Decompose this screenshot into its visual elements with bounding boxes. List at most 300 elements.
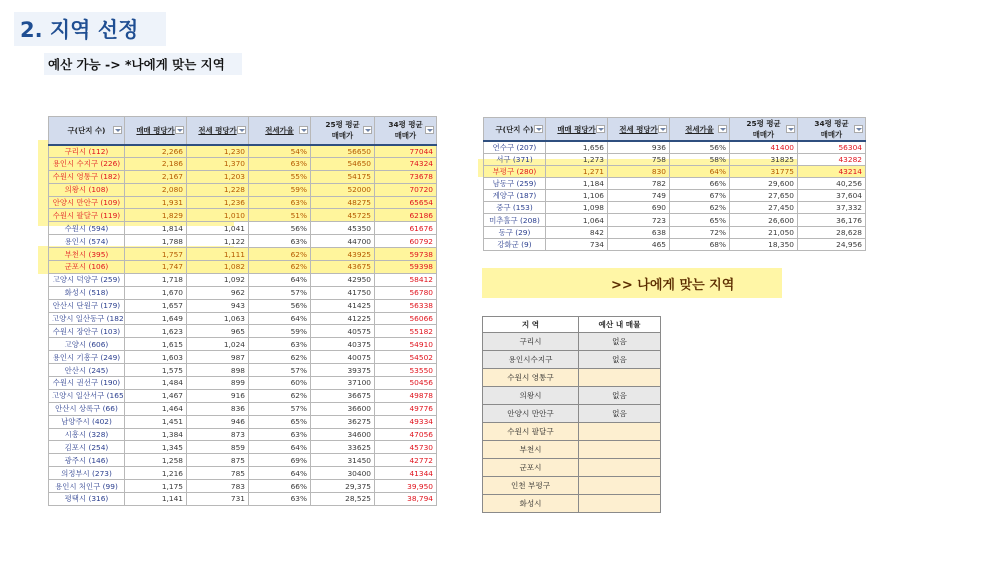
region-cell: 광주시 (146) <box>49 454 125 467</box>
column-header[interactable] <box>187 117 249 145</box>
table-row <box>49 248 437 261</box>
value-cell: 21,050 <box>730 226 798 238</box>
value-cell: 965 <box>187 325 249 338</box>
suitable-region-table <box>482 316 661 513</box>
value-cell: 1,203 <box>187 170 249 183</box>
value-cell: 56% <box>670 141 730 154</box>
region-row <box>483 369 661 387</box>
value-cell: 1,575 <box>125 364 187 377</box>
value-cell: 936 <box>608 141 670 154</box>
column-header-label: 매매 평당가 <box>557 124 596 134</box>
table-row <box>49 377 437 390</box>
region-cell: 고양시 덕양구 (259) <box>49 273 125 286</box>
table-row <box>49 338 437 351</box>
value-cell: 30400 <box>311 467 375 480</box>
value-cell: 56338 <box>375 299 437 312</box>
region-cell: 용인시 기흥구 (249) <box>49 351 125 364</box>
value-cell: 1,024 <box>187 338 249 351</box>
region-cell: 수원시 (594) <box>49 222 125 235</box>
value-cell: 62% <box>249 261 311 274</box>
region-cell: 중구 (153) <box>484 202 546 214</box>
filter-dropdown-icon[interactable] <box>534 125 543 133</box>
region-cell: 서구 (371) <box>484 154 546 166</box>
region-cell: 남양주시 (402) <box>49 415 125 428</box>
value-cell: 56650 <box>311 145 375 158</box>
value-cell: 59% <box>249 325 311 338</box>
value-cell: 43925 <box>311 248 375 261</box>
filter-dropdown-icon[interactable] <box>363 126 372 134</box>
value-cell: 56780 <box>375 286 437 299</box>
filter-dropdown-icon[interactable] <box>175 126 184 134</box>
value-cell: 859 <box>187 441 249 454</box>
value-cell: 465 <box>608 238 670 250</box>
value-cell: 62% <box>249 389 311 402</box>
region-cell: 수원시 팔달구 (119) <box>49 209 125 222</box>
value-cell: 1,098 <box>546 202 608 214</box>
value-cell: 43282 <box>798 154 866 166</box>
value-cell: 42772 <box>375 454 437 467</box>
column-header[interactable] <box>249 117 311 145</box>
value-cell: 60% <box>249 377 311 390</box>
value-cell: 946 <box>187 415 249 428</box>
listing-status-cell: 없음 <box>579 405 661 423</box>
value-cell: 1,041 <box>187 222 249 235</box>
value-cell: 1,258 <box>125 454 187 467</box>
value-cell: 1,063 <box>187 312 249 325</box>
value-cell: 1,184 <box>546 178 608 190</box>
value-cell: 1,747 <box>125 261 187 274</box>
region-cell: 안산시 단원구 (179) <box>49 299 125 312</box>
table-row <box>49 415 437 428</box>
value-cell: 54175 <box>311 170 375 183</box>
table-row <box>49 441 437 454</box>
value-cell: 53550 <box>375 364 437 377</box>
table-row <box>49 286 437 299</box>
table-row <box>49 325 437 338</box>
value-cell: 58412 <box>375 273 437 286</box>
region-cell: 화성시 (518) <box>49 286 125 299</box>
region-cell: 김포시 (254) <box>49 441 125 454</box>
value-cell: 63% <box>249 428 311 441</box>
column-header[interactable] <box>49 117 125 145</box>
listing-status-cell: 없음 <box>579 351 661 369</box>
table-row <box>484 226 866 238</box>
region-cell: 용인시 (574) <box>49 235 125 248</box>
region-name-cell: 인천 부평구 <box>483 477 579 495</box>
value-cell: 63% <box>249 493 311 506</box>
value-cell: 43675 <box>311 261 375 274</box>
region-cell: 강화군 (9) <box>484 238 546 250</box>
value-cell: 31450 <box>311 454 375 467</box>
value-cell: 56304 <box>798 141 866 154</box>
value-cell: 67% <box>670 190 730 202</box>
region-name-cell: 수원시 영통구 <box>483 369 579 387</box>
region-cell: 미추홀구 (208) <box>484 214 546 226</box>
value-cell: 51% <box>249 209 311 222</box>
value-cell: 62186 <box>375 209 437 222</box>
value-cell: 875 <box>187 454 249 467</box>
region-name-cell: 수원시 팔달구 <box>483 423 579 441</box>
table-row <box>484 178 866 190</box>
table-row <box>484 141 866 154</box>
value-cell: 28,525 <box>311 493 375 506</box>
value-cell: 64% <box>249 441 311 454</box>
value-cell: 33625 <box>311 441 375 454</box>
table-row <box>49 364 437 377</box>
value-cell: 57% <box>249 364 311 377</box>
value-cell: 749 <box>608 190 670 202</box>
table-row <box>49 493 437 506</box>
value-cell: 36675 <box>311 389 375 402</box>
value-cell: 783 <box>187 480 249 493</box>
table-row <box>484 202 866 214</box>
value-cell: 59% <box>249 183 311 196</box>
value-cell: 1,464 <box>125 402 187 415</box>
value-cell: 65654 <box>375 196 437 209</box>
value-cell: 1,451 <box>125 415 187 428</box>
value-cell: 56066 <box>375 312 437 325</box>
value-cell: 42950 <box>311 273 375 286</box>
value-cell: 1,082 <box>187 261 249 274</box>
value-cell: 50456 <box>375 377 437 390</box>
region-cell: 의정부시 (273) <box>49 467 125 480</box>
filter-dropdown-icon[interactable] <box>425 126 434 134</box>
region-name-cell: 부천시 <box>483 441 579 459</box>
value-cell: 49334 <box>375 415 437 428</box>
value-cell: 64% <box>249 312 311 325</box>
value-cell: 37,604 <box>798 190 866 202</box>
value-cell: 899 <box>187 377 249 390</box>
value-cell: 57% <box>249 286 311 299</box>
table-row <box>49 222 437 235</box>
region-cell: 시흥시 (328) <box>49 428 125 441</box>
value-cell: 1,649 <box>125 312 187 325</box>
value-cell: 56% <box>249 222 311 235</box>
listing-status-cell <box>579 423 661 441</box>
value-cell: 1,230 <box>187 145 249 158</box>
column-header[interactable] <box>670 118 730 142</box>
table-row <box>484 166 866 178</box>
value-cell: 785 <box>187 467 249 480</box>
value-cell: 873 <box>187 428 249 441</box>
value-cell: 43214 <box>798 166 866 178</box>
value-cell: 44700 <box>311 235 375 248</box>
column-header[interactable] <box>375 117 437 145</box>
table-row <box>484 190 866 202</box>
region-name-cell: 용인시수지구 <box>483 351 579 369</box>
value-cell: 59398 <box>375 261 437 274</box>
value-cell: 987 <box>187 351 249 364</box>
value-cell: 1,931 <box>125 196 187 209</box>
region-row <box>483 423 661 441</box>
filter-dropdown-icon[interactable] <box>854 125 863 133</box>
filter-dropdown-icon[interactable] <box>113 126 122 134</box>
value-cell: 1,615 <box>125 338 187 351</box>
value-cell: 59738 <box>375 248 437 261</box>
value-cell: 77044 <box>375 145 437 158</box>
region-row <box>483 387 661 405</box>
value-cell: 39375 <box>311 364 375 377</box>
table-row <box>49 480 437 493</box>
value-cell: 40075 <box>311 351 375 364</box>
value-cell: 31825 <box>730 154 798 166</box>
value-cell: 1,467 <box>125 389 187 402</box>
region-cell: 안산시 상록구 (66) <box>49 402 125 415</box>
region-row <box>483 495 661 513</box>
column-header[interactable] <box>608 118 670 142</box>
value-cell: 1,814 <box>125 222 187 235</box>
value-cell: 27,450 <box>730 202 798 214</box>
value-cell: 65% <box>670 214 730 226</box>
region-cell: 남동구 (259) <box>484 178 546 190</box>
value-cell: 48275 <box>311 196 375 209</box>
table-header-row <box>484 118 866 142</box>
value-cell: 723 <box>608 214 670 226</box>
value-cell: 24,956 <box>798 238 866 250</box>
value-cell: 943 <box>187 299 249 312</box>
table-row <box>49 428 437 441</box>
value-cell: 68% <box>670 238 730 250</box>
value-cell: 1,106 <box>546 190 608 202</box>
value-cell: 41750 <box>311 286 375 299</box>
value-cell: 758 <box>608 154 670 166</box>
value-cell: 64% <box>249 467 311 480</box>
value-cell: 55182 <box>375 325 437 338</box>
value-cell: 40,256 <box>798 178 866 190</box>
region-cell: 고양시 일산동구 (182 <box>49 312 125 325</box>
table-row <box>49 273 437 286</box>
table-row <box>49 261 437 274</box>
column-header-label: 25평 평균 매매가 <box>325 120 360 141</box>
answer-label: >> 나에게 맞는 지역 <box>611 278 735 293</box>
column-header-label: 매매 평당가 <box>136 125 175 135</box>
region-row <box>483 333 661 351</box>
value-cell: 1,718 <box>125 273 187 286</box>
region-cell: 구리시 (112) <box>49 145 125 158</box>
listing-status-cell: 없음 <box>579 387 661 405</box>
listing-status-cell <box>579 459 661 477</box>
region-table-header <box>483 317 661 333</box>
value-cell: 842 <box>546 226 608 238</box>
table-row <box>484 214 866 226</box>
value-cell: 41425 <box>311 299 375 312</box>
value-cell: 1,175 <box>125 480 187 493</box>
listing-status-cell <box>579 477 661 495</box>
value-cell: 34600 <box>311 428 375 441</box>
region-column-header: 지 역 <box>483 317 579 333</box>
value-cell: 1,271 <box>546 166 608 178</box>
filter-dropdown-icon[interactable] <box>786 125 795 133</box>
value-cell: 66% <box>670 178 730 190</box>
value-cell: 1,623 <box>125 325 187 338</box>
value-cell: 74324 <box>375 157 437 170</box>
incheon-price-table <box>483 117 866 251</box>
value-cell: 41225 <box>311 312 375 325</box>
value-cell: 1,656 <box>546 141 608 154</box>
region-column-header: 예산 내 매물 <box>579 317 661 333</box>
value-cell: 31775 <box>730 166 798 178</box>
value-cell: 36600 <box>311 402 375 415</box>
table-row <box>49 312 437 325</box>
region-cell: 안산시 (245) <box>49 364 125 377</box>
value-cell: 49878 <box>375 389 437 402</box>
value-cell: 1,788 <box>125 235 187 248</box>
column-header[interactable] <box>125 117 187 145</box>
value-cell: 1,384 <box>125 428 187 441</box>
value-cell: 830 <box>608 166 670 178</box>
table-row <box>49 183 437 196</box>
value-cell: 2,080 <box>125 183 187 196</box>
value-cell: 60792 <box>375 235 437 248</box>
value-cell: 63% <box>249 196 311 209</box>
value-cell: 26,600 <box>730 214 798 226</box>
value-cell: 70720 <box>375 183 437 196</box>
region-cell: 수원시 장안구 (103) <box>49 325 125 338</box>
table-row <box>49 351 437 364</box>
value-cell: 1,273 <box>546 154 608 166</box>
table-row <box>49 235 437 248</box>
value-cell: 64% <box>249 273 311 286</box>
value-cell: 39,950 <box>375 480 437 493</box>
value-cell: 45725 <box>311 209 375 222</box>
filter-dropdown-icon[interactable] <box>237 126 246 134</box>
column-header-label: 34평 평균 매매가 <box>388 120 423 141</box>
value-cell: 56% <box>249 299 311 312</box>
value-cell: 836 <box>187 402 249 415</box>
value-cell: 29,600 <box>730 178 798 190</box>
value-cell: 65% <box>249 415 311 428</box>
region-cell: 고양시 일산서구 (165 <box>49 389 125 402</box>
value-cell: 1,657 <box>125 299 187 312</box>
value-cell: 62% <box>249 351 311 364</box>
value-cell: 898 <box>187 364 249 377</box>
value-cell: 1,484 <box>125 377 187 390</box>
column-header-label: 34평 평균 매매가 <box>814 119 849 139</box>
value-cell: 638 <box>608 226 670 238</box>
region-cell: 수원시 영통구 (182) <box>49 170 125 183</box>
value-cell: 63% <box>249 338 311 351</box>
value-cell: 731 <box>187 493 249 506</box>
region-row <box>483 405 661 423</box>
filter-dropdown-icon[interactable] <box>596 125 605 133</box>
column-header-label: 25평 평균 매매가 <box>746 119 781 139</box>
table-row <box>49 454 437 467</box>
region-cell: 수원시 권선구 (190) <box>49 377 125 390</box>
filter-dropdown-icon[interactable] <box>658 125 667 133</box>
value-cell: 27,650 <box>730 190 798 202</box>
value-cell: 1,122 <box>187 235 249 248</box>
table-header-row <box>49 117 437 145</box>
value-cell: 54502 <box>375 351 437 364</box>
value-cell: 64% <box>670 166 730 178</box>
region-cell: 평택시 (316) <box>49 493 125 506</box>
region-cell: 고양시 (606) <box>49 338 125 351</box>
value-cell: 2,186 <box>125 157 187 170</box>
page-subtitle: 예산 가능 -> *나에게 맞는 지역 <box>48 57 225 72</box>
column-header-label: 전세 평당가 <box>619 124 658 134</box>
value-cell: 49776 <box>375 402 437 415</box>
column-header[interactable] <box>730 118 798 142</box>
listing-status-cell: 없음 <box>579 333 661 351</box>
region-row <box>483 351 661 369</box>
region-row <box>483 477 661 495</box>
listing-status-cell <box>579 369 661 387</box>
left-table-viewport <box>40 110 444 504</box>
value-cell: 18,350 <box>730 238 798 250</box>
column-header-label: 전세가율 <box>265 125 294 135</box>
value-cell: 69% <box>249 454 311 467</box>
column-header-label: 전세 평당가 <box>198 125 237 135</box>
filter-dropdown-icon[interactable] <box>299 126 308 134</box>
value-cell: 690 <box>608 202 670 214</box>
region-row <box>483 459 661 477</box>
value-cell: 1,141 <box>125 493 187 506</box>
region-cell: 용인시 수지구 (226) <box>49 157 125 170</box>
region-name-cell: 화성시 <box>483 495 579 513</box>
column-header[interactable] <box>311 117 375 145</box>
value-cell: 1,236 <box>187 196 249 209</box>
value-cell: 2,167 <box>125 170 187 183</box>
gyeonggi-price-table <box>48 116 437 506</box>
column-header[interactable] <box>546 118 608 142</box>
column-header[interactable] <box>484 118 546 142</box>
value-cell: 1,829 <box>125 209 187 222</box>
table-row <box>49 299 437 312</box>
value-cell: 1,603 <box>125 351 187 364</box>
region-name-cell: 의왕시 <box>483 387 579 405</box>
region-cell: 군포시 (106) <box>49 261 125 274</box>
column-header[interactable] <box>798 118 866 142</box>
table-row <box>49 145 437 158</box>
value-cell: 57% <box>249 402 311 415</box>
value-cell: 36,176 <box>798 214 866 226</box>
column-header-label: 전세가율 <box>685 124 714 134</box>
value-cell: 1,092 <box>187 273 249 286</box>
value-cell: 1,064 <box>546 214 608 226</box>
table-row <box>484 238 866 250</box>
table-row <box>49 209 437 222</box>
value-cell: 54650 <box>311 157 375 170</box>
table-row <box>49 389 437 402</box>
value-cell: 62% <box>249 248 311 261</box>
value-cell: 28,628 <box>798 226 866 238</box>
value-cell: 72% <box>670 226 730 238</box>
region-cell: 용인시 처인구 (99) <box>49 480 125 493</box>
value-cell: 1,370 <box>187 157 249 170</box>
value-cell: 38,794 <box>375 493 437 506</box>
value-cell: 37,332 <box>798 202 866 214</box>
region-cell: 계양구 (187) <box>484 190 546 202</box>
value-cell: 66% <box>249 480 311 493</box>
region-cell: 연수구 (207) <box>484 141 546 154</box>
value-cell: 63% <box>249 235 311 248</box>
value-cell: 36275 <box>311 415 375 428</box>
region-row <box>483 441 661 459</box>
value-cell: 1,345 <box>125 441 187 454</box>
value-cell: 1,670 <box>125 286 187 299</box>
column-header-label: 구(단지 수) <box>495 124 534 134</box>
region-name-cell: 군포시 <box>483 459 579 477</box>
value-cell: 1,228 <box>187 183 249 196</box>
value-cell: 55% <box>249 170 311 183</box>
table-row <box>49 170 437 183</box>
region-cell: 부천시 (395) <box>49 248 125 261</box>
listing-status-cell <box>579 441 661 459</box>
value-cell: 54% <box>249 145 311 158</box>
filter-dropdown-icon[interactable] <box>718 125 727 133</box>
value-cell: 45730 <box>375 441 437 454</box>
listing-status-cell <box>579 495 661 513</box>
